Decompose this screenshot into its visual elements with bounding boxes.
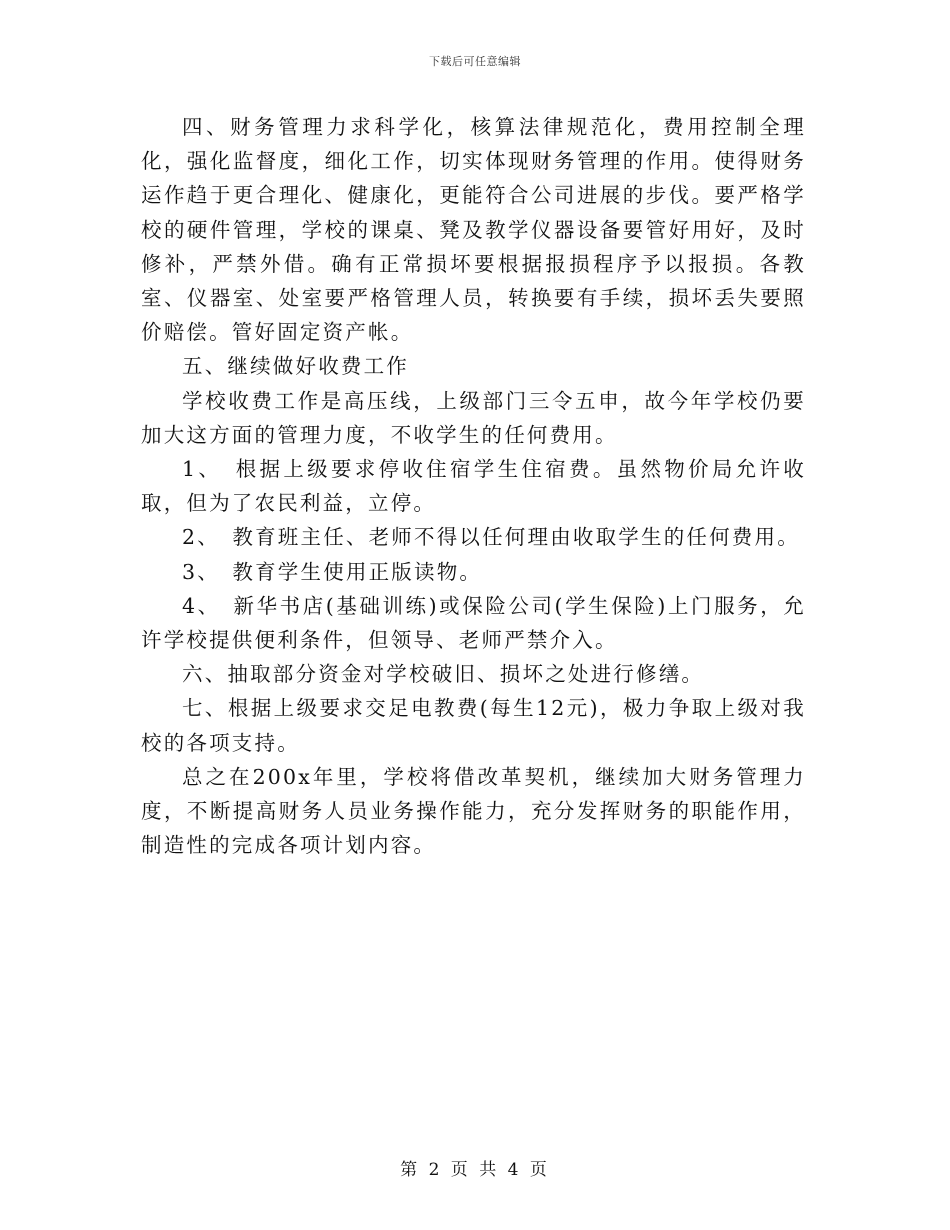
paragraph-section-7: 七、根据上级要求交足电教费(每生12元)，极力争取上级对我校的各项支持。 (141, 696, 806, 755)
document-body (141, 110, 806, 862)
list-item-1: 1、 根据上级要求停收住宿学生住宿费。虽然物价局允许收取，但为了农民利益，立停。 (141, 457, 806, 516)
paragraph-fee-policy: 学校收费工作是高压线，上级部门三令五申，故今年学校仍要加大这方面的管理力度，不收学生的任何费用。 (141, 388, 806, 447)
paragraph-section-5-heading: 五、继续做好收费工作 (182, 354, 409, 379)
paragraph-summary: 总之在200x年里，学校将借改革契机，继续加大财务管理力度，不断提高财务人员业务操作能力，充分发挥财务的职能作用，制造性的完成各项计划内容。 (141, 764, 806, 858)
paragraph-section-6: 六、抽取部分资金对学校破旧、损坏之处进行修缮。 (182, 662, 705, 687)
list-item-4: 4、 新华书店(基础训练)或保险公司(学生保险)上门服务，允许学校提供便利条件，但领导、老师严禁介入。 (141, 593, 806, 653)
header-note: 下载后可任意编辑 (429, 55, 521, 68)
page-number: 第 2 页 共 4 页 (400, 1160, 550, 1180)
list-item-3: 3、 教育学生使用正版读物。 (182, 559, 483, 584)
list-item-2: 2、 教育班主任、老师不得以任何理由收取学生的任何费用。 (182, 525, 800, 550)
paragraph-section-4: 四、财务管理力求科学化，核算法律规范化，费用控制全理化，强化监督度，细化工作，切实体现财务管理的作用。使得财务运作趋于更合理化、健康化，更能符合公司进展的步伐。要严格学校的硬件管理，学校的课桌、凳及教学仪器设备要管好用好，及时修补，严禁外借。确有正常损坏要根据报损程序予以报损。各教室、仪器室、处室要严格管理人员，转换要有手续，损坏丢失要照价赔偿。管好固定资产帐。 (141, 115, 806, 345)
